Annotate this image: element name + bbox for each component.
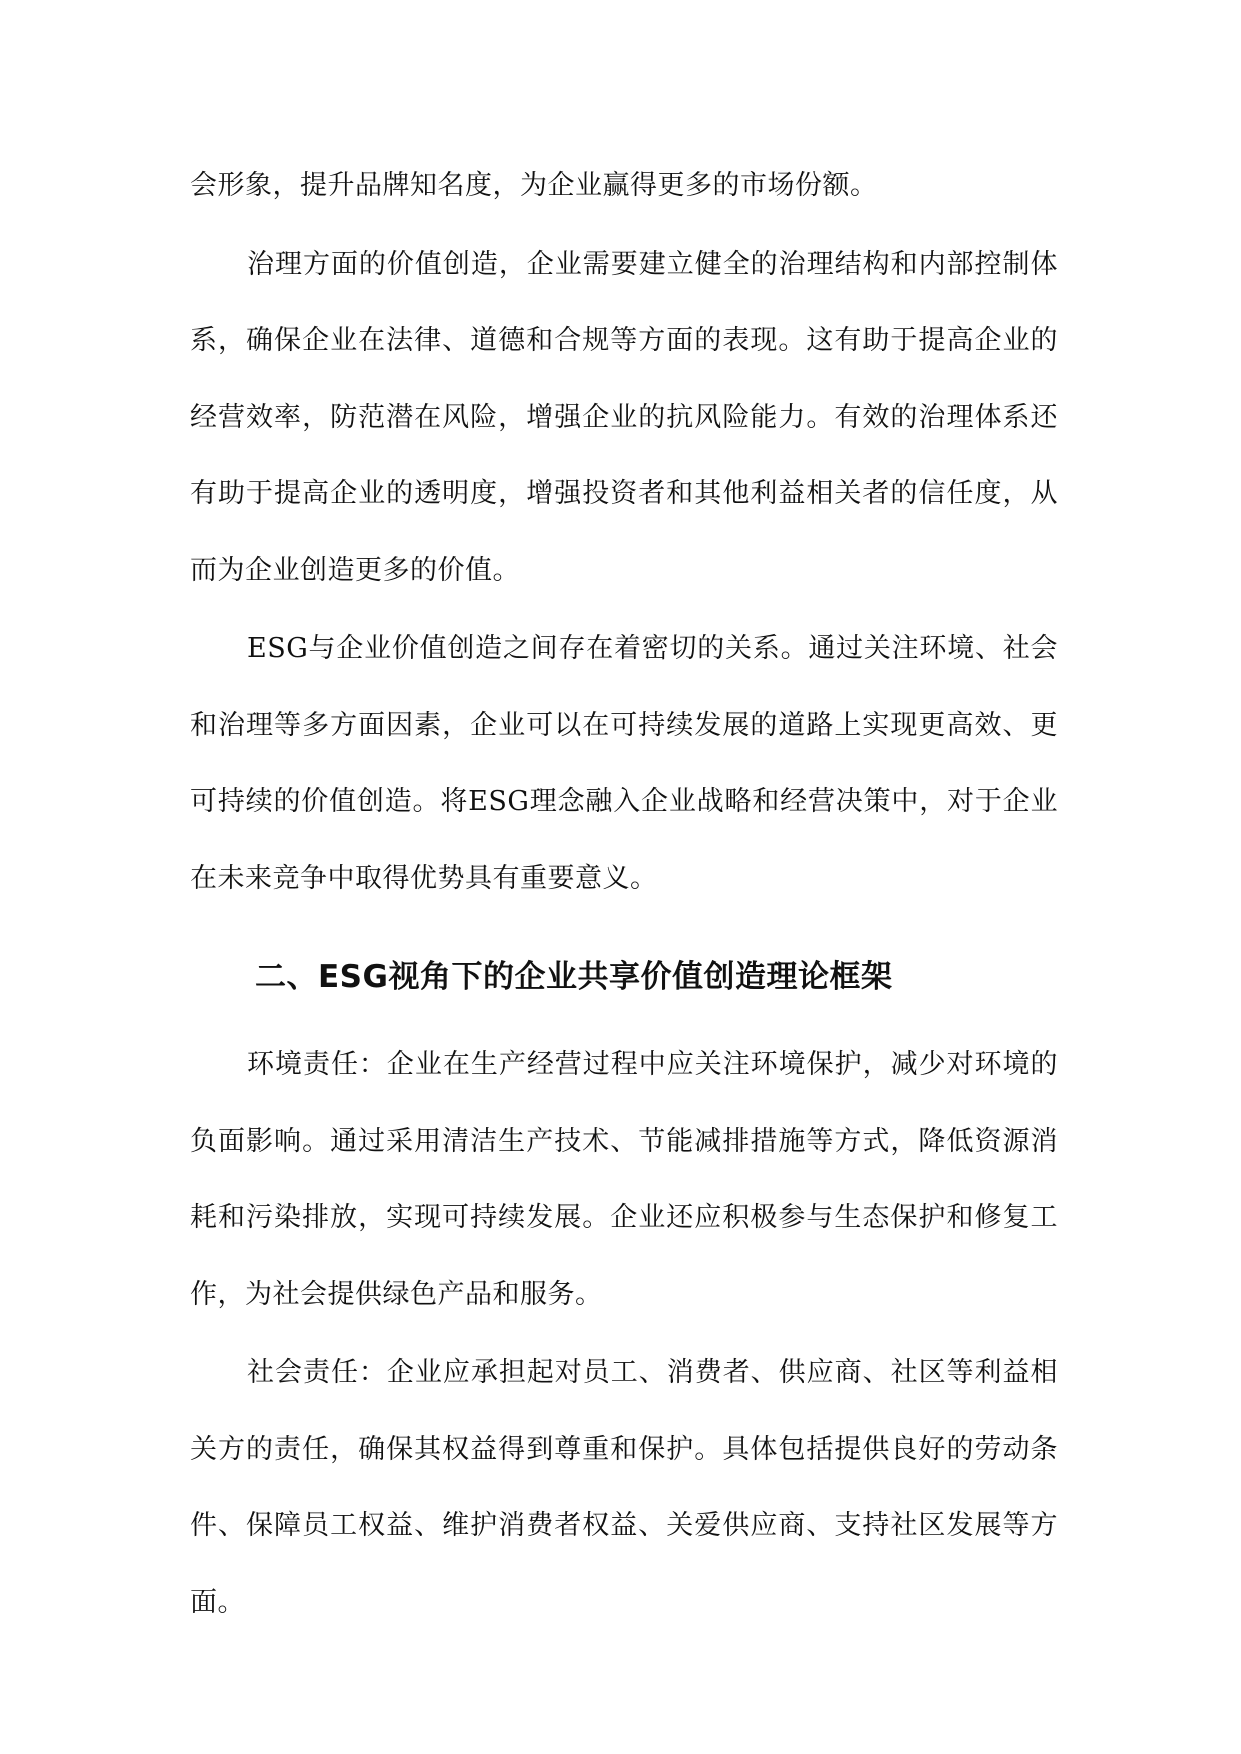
paragraph-continuation: 会形象，提升品牌知名度，为企业赢得更多的市场份额。 xyxy=(190,170,878,201)
paragraph-social-responsibility: 社会责任：企业应承担起对员工、消费者、供应商、社区等利益相关方的责任，确保其权益得到尊重和保护。具体包括提供良好的劳动条件、保障员工权益、维护消费者权益、关爱供应商、支持社区发展等方面。 xyxy=(190,1357,1058,1618)
document-page xyxy=(190,148,1058,1643)
section-heading: 二、ESG视角下的企业共享价值创造理论框架 xyxy=(255,959,893,995)
paragraph-governance: 治理方面的价值创造，企业需要建立健全的治理结构和内部控制体系，确保企业在法律、道德和合规等方面的表现。这有助于提高企业的经营效率，防范潜在风险，增强企业的抗风险能力。有效的治理体系还有助于提高企业的透明度，增强投资者和其他利益相关者的信任度，从而为企业创造更多的价值。 xyxy=(190,248,1058,586)
paragraph-esg-value: ESG与企业价值创造之间存在着密切的关系。通过关注环境、社会和治理等多方面因素，企业可以在可持续发展的道路上实现更高效、更可持续的价值创造。将ESG理念融入企业战略和经营决策中，对于企业在未来竞争中取得优势具有重要意义。 xyxy=(190,633,1058,894)
paragraph-environmental-responsibility: 环境责任：企业在生产经营过程中应关注环境保护，减少对环境的负面影响。通过采用清洁生产技术、节能减排措施等方式，降低资源消耗和污染排放，实现可持续发展。企业还应积极参与生态保护和修复工作，为社会提供绿色产品和服务。 xyxy=(190,1049,1058,1310)
